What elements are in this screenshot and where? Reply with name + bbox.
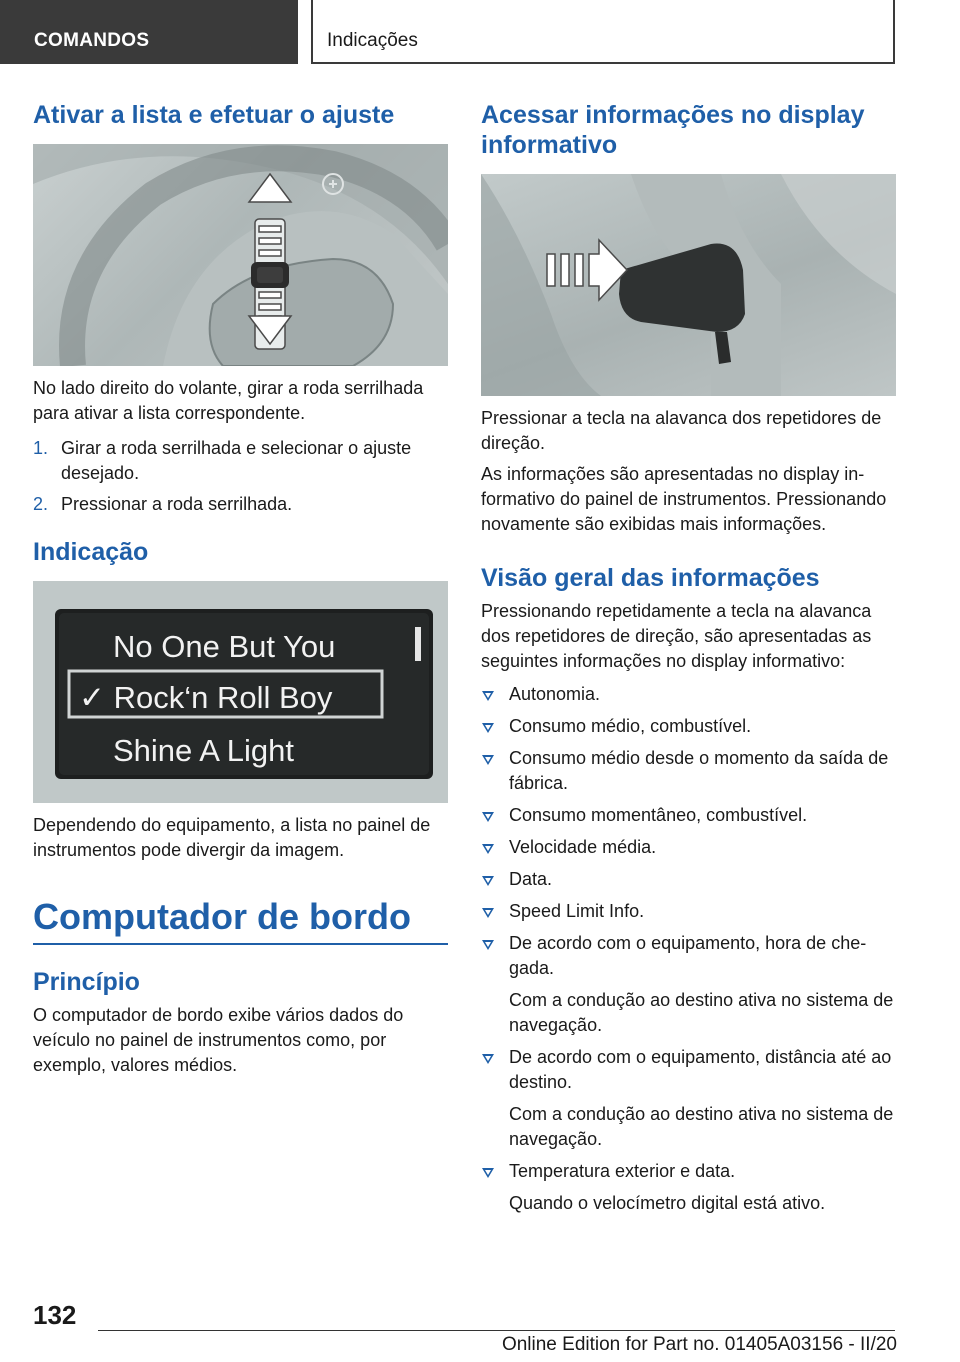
step-text: Pressionar a roda serrilhada. bbox=[61, 494, 293, 514]
section-title-principio: Princípio bbox=[33, 968, 140, 996]
section-title-indicacao: Indicação bbox=[33, 538, 149, 566]
list-item bbox=[481, 835, 896, 860]
triangle-bullet-icon bbox=[482, 940, 494, 950]
turn-signal-stalk-figure bbox=[481, 174, 896, 396]
step-number: 1. bbox=[33, 438, 49, 458]
list-item bbox=[481, 867, 896, 892]
list-item-note: Quando o velocímetro digital está ativo. bbox=[509, 1193, 826, 1213]
step-item bbox=[33, 492, 448, 517]
list-item-text: Autonomia. bbox=[509, 684, 601, 704]
list-item-text: Consumo médio, combustível. bbox=[509, 716, 752, 736]
list-item-note: Com a condução ao destino ativa no sistema de navegação. bbox=[509, 990, 894, 1035]
steering-wheel-illustration bbox=[33, 144, 448, 366]
list-item bbox=[481, 803, 896, 828]
list-item bbox=[481, 899, 896, 924]
list-item-note: Com a condução ao destino ativa no sistema de navegação. bbox=[509, 1104, 894, 1149]
list-item bbox=[481, 1159, 896, 1216]
list-item-text: Consumo médio desde o momento da saída de fábrica. bbox=[509, 748, 889, 793]
indicacao-caption: Dependendo do equipamento, a lista no painel de instrumentos pode divergir da imagem. bbox=[33, 815, 431, 860]
list-item bbox=[481, 1045, 896, 1152]
list-item-text: De acordo com o equipamento, hora de chegada. bbox=[509, 933, 867, 978]
list-item-text: De acordo com o equipamento, distância até ao destino. bbox=[509, 1047, 892, 1092]
triangle-bullet-icon bbox=[482, 691, 494, 701]
page-header bbox=[0, 0, 960, 66]
list-item-text: Consumo momentâneo, combustível. bbox=[509, 805, 808, 825]
access-info-p1: Pressionar a tecla na alavanca dos repetidores de direção. bbox=[481, 408, 882, 453]
triangle-bullet-icon bbox=[482, 812, 494, 822]
list-item bbox=[481, 746, 896, 796]
section-title-overview: Visão geral das informações bbox=[481, 564, 820, 592]
list-item bbox=[481, 714, 896, 739]
step-text: Girar a roda serrilhada e selecionar o ajuste desejado. bbox=[61, 438, 412, 483]
display-item-1: No One But You bbox=[113, 629, 336, 664]
list-item bbox=[481, 931, 896, 1038]
right-column bbox=[481, 100, 896, 1223]
list-item bbox=[481, 682, 896, 707]
steering-wheel-figure bbox=[33, 144, 448, 366]
triangle-bullet-icon bbox=[482, 876, 494, 886]
triangle-bullet-icon bbox=[482, 1168, 494, 1178]
principio-text: O computador de bordo exibe vários dados do veículo no painel de instrumentos como, por exemplo, valores médios. bbox=[33, 1005, 404, 1075]
step-item bbox=[33, 436, 448, 486]
triangle-bullet-icon bbox=[482, 1054, 494, 1064]
access-info-p2: As informações são apresentadas no display informativo do painel de instrumentos. Pressionando novamente são exibidas mais informações. bbox=[481, 464, 887, 534]
page-number: 132 bbox=[33, 1300, 77, 1330]
stalk-button-illustration bbox=[481, 174, 896, 396]
list-item-text: Data. bbox=[509, 869, 553, 889]
chapter-heading-onboard-computer: Computador de bordo bbox=[33, 895, 448, 945]
info-list bbox=[481, 682, 896, 1216]
triangle-bullet-icon bbox=[482, 908, 494, 918]
activate-list-steps bbox=[33, 436, 448, 517]
section-title-activate-list: Ativar a lista e efetuar o ajuste bbox=[33, 101, 395, 129]
footer-divider bbox=[98, 1330, 895, 1331]
step-number: 2. bbox=[33, 494, 49, 514]
list-item-text: Velocidade média. bbox=[509, 837, 657, 857]
left-column bbox=[33, 100, 448, 1084]
list-item-text: Speed Limit Info. bbox=[509, 901, 645, 921]
chapter-tab: Indicações bbox=[311, 0, 895, 64]
edition-note: Online Edition for Part no. 01405A03156 - II/20 bbox=[501, 1334, 897, 1355]
list-item-text: Temperatura exterior e data. bbox=[509, 1161, 736, 1181]
display-item-3: Shine A Light bbox=[113, 733, 294, 768]
overview-intro: Pressionando repetidamente a tecla na alavanca dos repetidores de direção, são apresentadas as seguintes informações no display informativo: bbox=[481, 601, 872, 671]
triangle-bullet-icon bbox=[482, 755, 494, 765]
display-list-illustration bbox=[33, 581, 448, 803]
section-tab: COMANDOS bbox=[0, 0, 298, 64]
display-item-2-selected: ✓ Rock‘n Roll Boy bbox=[79, 680, 333, 715]
activate-list-caption: No lado direito do volante, girar a roda serrilhada para ativar a lista correspondente. bbox=[33, 378, 424, 423]
triangle-bullet-icon bbox=[482, 723, 494, 733]
triangle-bullet-icon bbox=[482, 844, 494, 854]
instrument-display-figure bbox=[33, 581, 448, 803]
section-title-access-info: Acessar informações no display informativo bbox=[481, 101, 865, 159]
